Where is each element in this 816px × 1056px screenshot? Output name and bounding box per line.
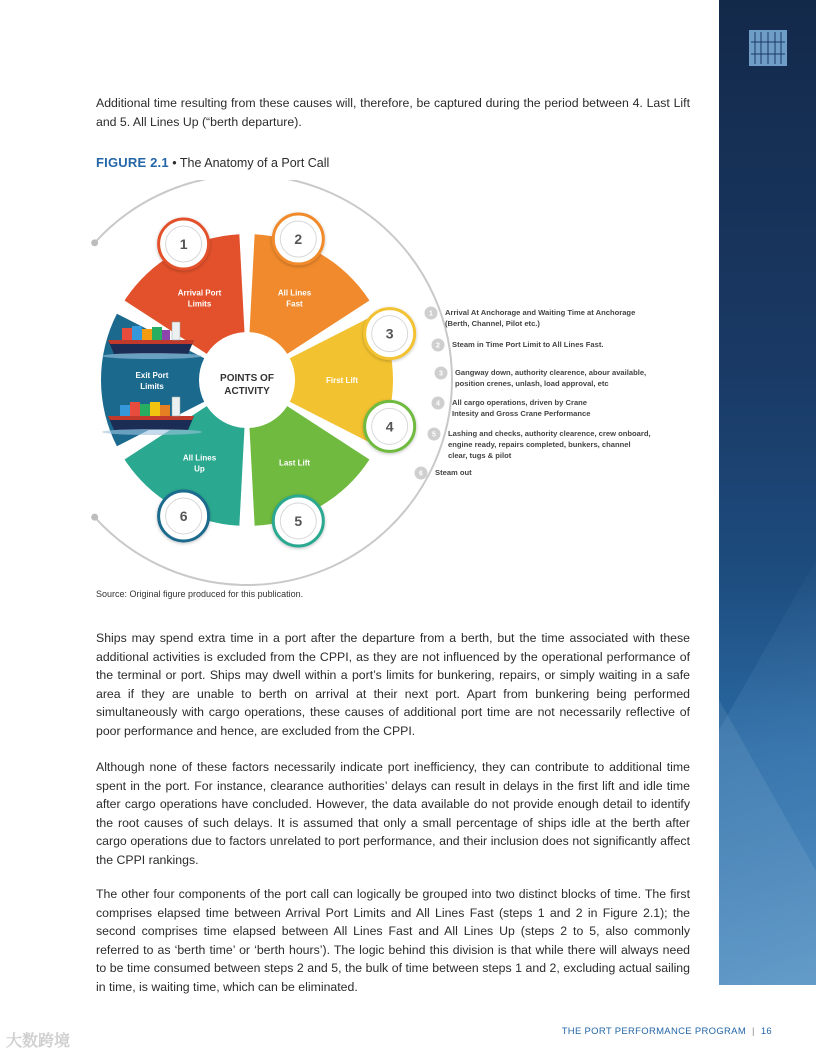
figure-caption: The Anatomy of a Port Call: [179, 156, 330, 170]
step-number: 1: [179, 236, 188, 253]
intro-paragraph: Additional time resulting from these causes will, therefore, be captured during the period between 4. Last Lift and 5. All Lines Up (“berth departure).: [96, 96, 690, 129]
center-label-line2: ACTIVITY: [224, 386, 270, 397]
watermark: 大数跨境: [6, 1033, 71, 1050]
segment-label: Limits: [140, 382, 164, 391]
arc-start-dot: [91, 239, 98, 246]
legend-text: (Berth, Channel, Pilot etc.): [445, 319, 540, 328]
legend-text: All cargo operations, driven by Crane: [452, 398, 588, 407]
legend-number: 3: [439, 370, 443, 378]
segment-label: All Lines: [182, 453, 217, 463]
page-number: 16: [760, 1026, 772, 1037]
figure-title: [96, 155, 329, 170]
center-label-line1: POINTS OF: [220, 373, 274, 384]
segment-label: Up: [194, 464, 205, 474]
footer-program: THE PORT PERFORMANCE PROGRAM: [561, 1026, 747, 1037]
legend-text: Steam in Time Port Limit to All Lines Fast.: [452, 340, 604, 349]
legend-text: engine ready, repairs completed, bunkers, channel: [448, 440, 631, 449]
figure-source: Source: Original figure produced for this publication.: [96, 589, 304, 599]
body-paragraph: Although none of these factors necessarily indicate port inefficiency, they can contribute to additional time spent in the port. For instance, clearance authorities’ delays can result in delays in the first lift and idle time after cargo operations have concluded. However, the data available do not provide enough detail to identify the root causes of such delays. It is assumed that only a small percentage of ships idle at the berth after cargo operations due to factors unrelated to port performance, and their inclusion does not significantly affect the CPPI rankings.: [96, 760, 690, 867]
legend-text: Gangway down, authority clearence, abour available,: [455, 368, 647, 377]
legend-text: Arrival At Anchorage and Waiting Time at Anchorage: [445, 308, 636, 317]
body-paragraph: Ships may spend extra time in a port after the departure from a berth, but the time associated with these additional activities is excluded from the CPPI, as they are not influenced by the operational performance of the terminal or port. Ships may dwell within a port’s limits for bunkering, repairs, or simply waiting in a safe area if they are unable to berth on arrival at their next port. Apart from bunkering being performed simultaneously with cargo operations, these causes of additional port time are not necessarily reflective of poor performance and hence, are excluded from the CPPI.: [96, 631, 690, 738]
segment-label: All Lines: [277, 288, 312, 298]
legend-number: 1: [429, 310, 433, 318]
step-number: 4: [385, 418, 394, 435]
footer-separator: |: [752, 1026, 755, 1037]
step-number: 5: [294, 512, 303, 529]
body-paragraph: The other four components of the port call can logically be grouped into two distinct blocks of time. The first comprises elapsed time between Arrival Port Limits and All Lines Fast (steps 1 and 2 in Figure 2.1); the second comprises time elapsed between All Lines Fast and All Lines Up (steps 2 to 5, also commonly referred to as ‘berth time’ or ‘berth hours’). The logic behind this division is that while there will always need to be time consumed between steps 2 and 5, the bulk of time between steps 1 and 2, excluding actual sailing in time, is waiting time, which can be eliminated.: [96, 887, 690, 994]
figure-number: FIGURE 2.1: [96, 155, 169, 170]
legend-text: position crenes, unlash, load approval, etc: [455, 379, 609, 388]
segment-label: Exit Port: [135, 371, 169, 380]
legend-number: 5: [432, 431, 436, 439]
container-logo-icon: [748, 28, 788, 68]
legend-number: 6: [419, 470, 423, 478]
legend-text: Intesity and Gross Crane Performance: [452, 409, 591, 418]
legend-text: clear, tugs & pilot: [448, 451, 512, 460]
legend-number: 4: [436, 400, 440, 408]
step-number: 2: [294, 231, 303, 248]
legend-number: 2: [436, 342, 440, 350]
segment-label: Fast: [286, 299, 303, 309]
port-call-diagram: [0, 180, 816, 600]
figure-bullet: •: [172, 156, 177, 170]
segment-label: Limits: [187, 299, 212, 309]
legend-text: Steam out: [435, 468, 472, 477]
legend-text: Lashing and checks, authority clearence, crew onboard,: [448, 429, 651, 438]
segment-label: First Lift: [326, 376, 358, 385]
page-footer: [562, 1026, 772, 1037]
step-number: 3: [385, 325, 394, 342]
step-number: 6: [179, 507, 188, 524]
segment-label: Arrival Port: [177, 288, 222, 298]
segment-label: Last Lift: [278, 458, 311, 468]
arc-end-dot: [91, 514, 98, 521]
